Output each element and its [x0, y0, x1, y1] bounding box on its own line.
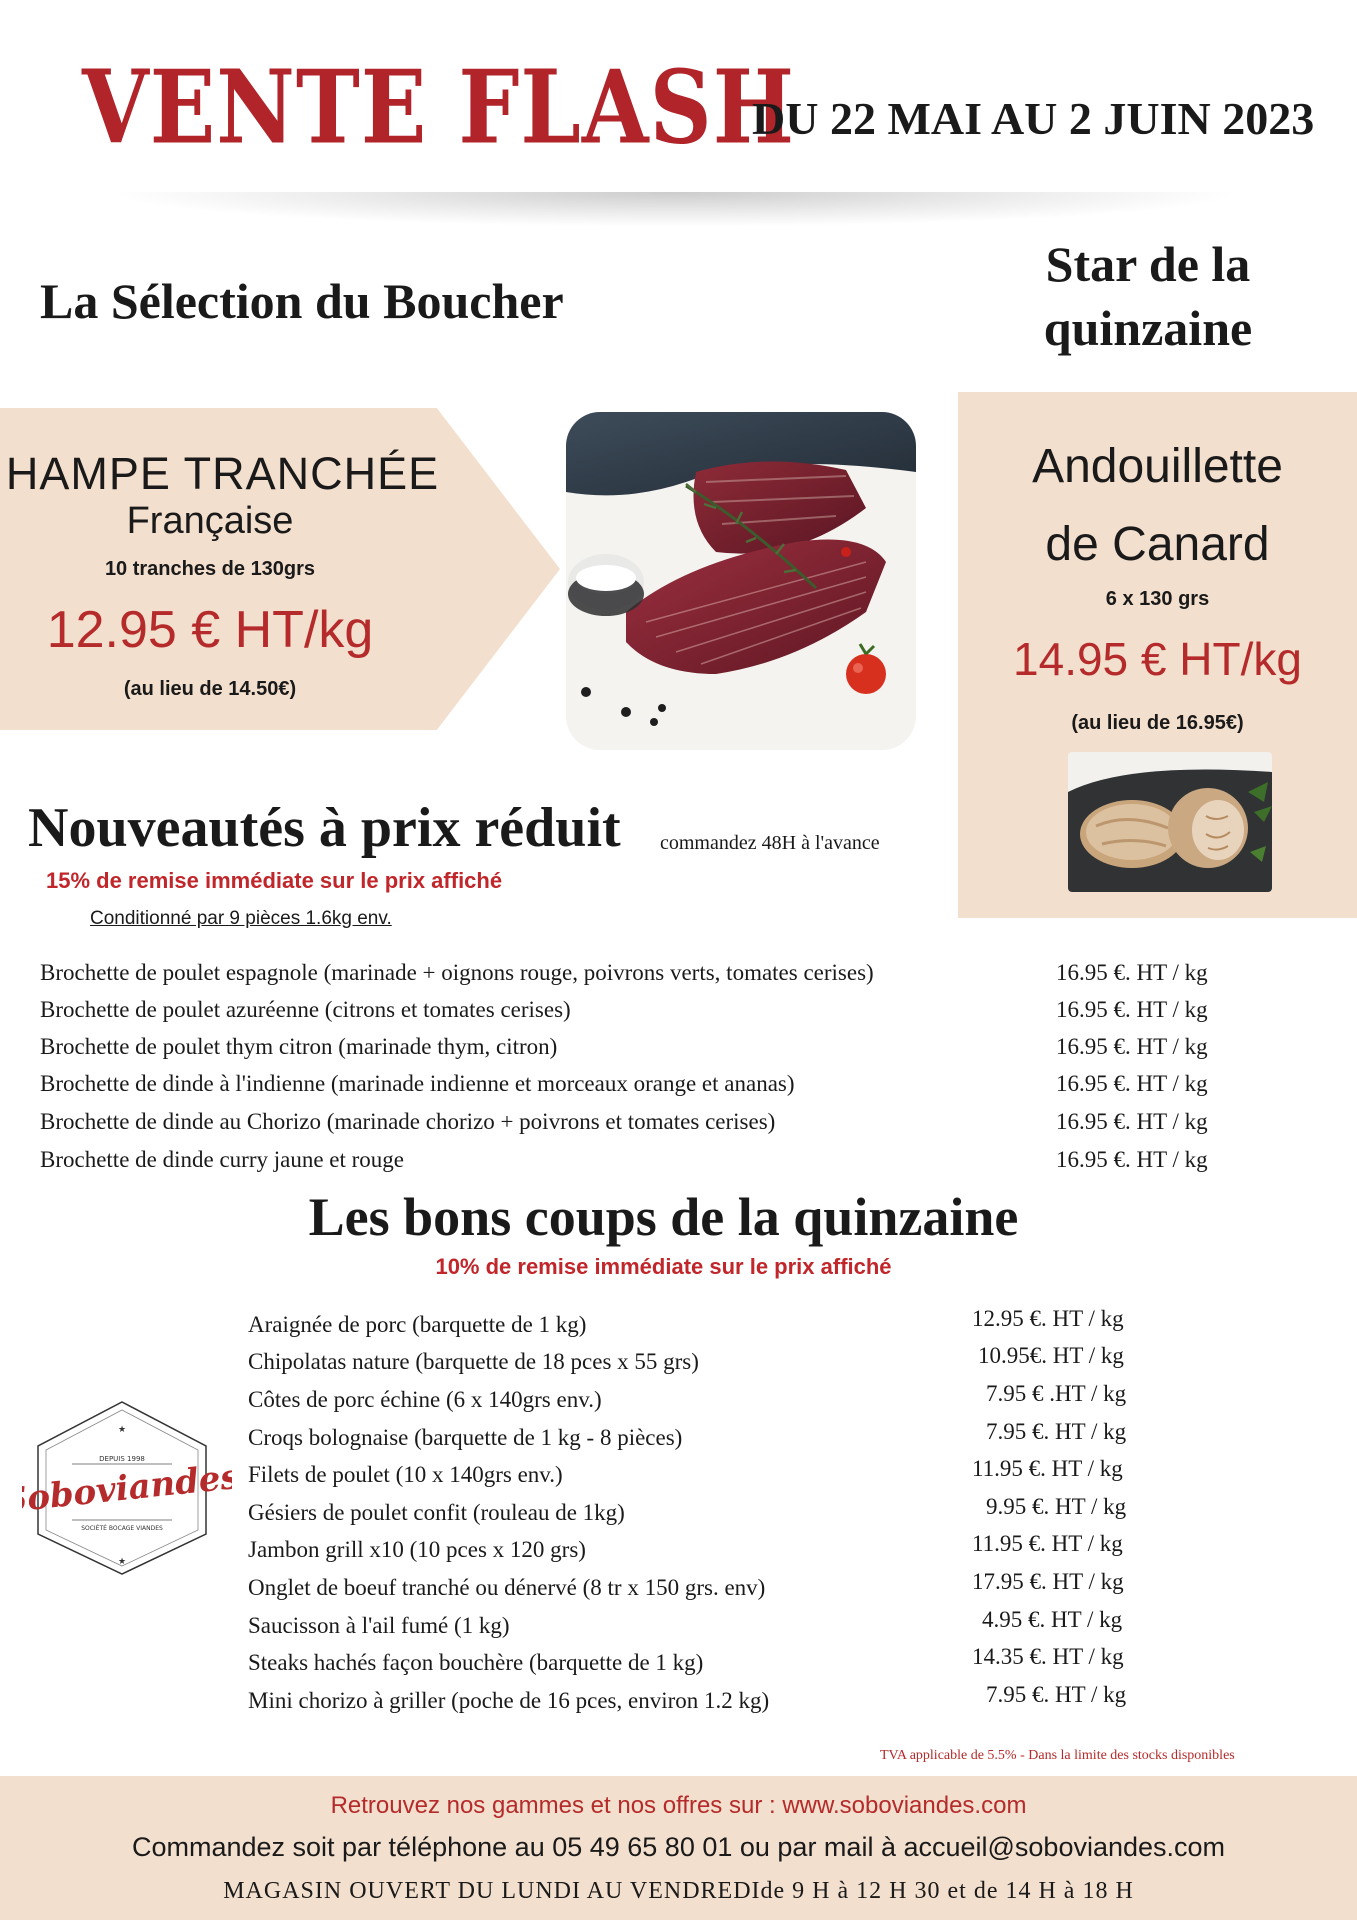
hampe-steak-image	[566, 412, 916, 750]
andouillette-image	[1068, 752, 1272, 892]
list-item-name: Jambon grill x10 (10 pces x 120 grs)	[248, 1537, 586, 1562]
soboviandes-logo	[22, 1398, 232, 1578]
list-item-price: 11.95 €. HT / kg	[972, 1456, 1123, 1481]
list-item-price: 4.95 €. HT / kg	[982, 1607, 1123, 1632]
list-item-price: 9.95 €. HT / kg	[986, 1494, 1127, 1519]
nouveautes-discount: 15% de remise immédiate sur le prix affiché	[46, 868, 503, 893]
logo-top-text: DEPUIS 1998	[99, 1455, 145, 1463]
nouveautes-heading: Nouveautés à prix réduit	[28, 797, 621, 859]
nouveautes-conditioning: Conditionné par 9 pièces 1.6kg env.	[90, 908, 392, 929]
logo-bottom-text: SOCIÉTÉ BOCAGE VIANDES	[81, 1525, 163, 1532]
list-item-name: Gésiers de poulet confit (rouleau de 1kg)	[248, 1500, 625, 1525]
list-item-price: 11.95 €. HT / kg	[972, 1531, 1123, 1556]
nouveautes-note: commandez 48H à l'avance	[660, 832, 880, 854]
list-item-price: 7.95 € .HT / kg	[986, 1381, 1127, 1406]
list-item-name: Côtes de porc échine (6 x 140grs env.)	[248, 1387, 602, 1412]
list-item-price: 12.95 €. HT / kg	[972, 1306, 1124, 1331]
list-item-name: Brochette de poulet thym citron (marinade thym, citron)	[40, 1034, 558, 1059]
list-item-price: 16.95 €. HT / kg	[1056, 1071, 1208, 1096]
list-item-price: 16.95 €. HT / kg	[1056, 1109, 1208, 1134]
list-item-name: Brochette de dinde à l'indienne (marinade indienne et morceaux orange et ananas)	[40, 1071, 795, 1096]
list-item-price: 7.95 €. HT / kg	[986, 1419, 1127, 1444]
bons-coups-heading: Les bons coups de la quinzaine	[308, 1187, 1019, 1247]
list-item-price: 14.35 €. HT / kg	[972, 1644, 1124, 1669]
star-price: 14.95 € HT/kg	[1013, 633, 1302, 685]
star-old-price: (au lieu de 16.95€)	[1071, 712, 1244, 734]
star-heading: Star de la quinzaine	[1043, 236, 1253, 356]
selection-product-origin: Française	[126, 500, 294, 542]
footer-hours-line: MAGASIN OUVERT DU LUNDI AU VENDREDIde 9 H à 12 H 30 et de 14 H à 18 H	[223, 1878, 1134, 1904]
star-quantity: 6 x 130 grs	[1105, 588, 1210, 610]
list-item-price: 7.95 €. HT / kg	[986, 1682, 1127, 1707]
flyer-title: VENTE FLASH	[82, 48, 795, 168]
tva-note: TVA applicable de 5.5% - Dans la limite des stocks disponibles	[880, 1748, 1235, 1763]
list-item-name: Mini chorizo à griller (poche de 16 pces, environ 1.2 kg)	[248, 1688, 770, 1713]
list-item-name: Onglet de boeuf tranché ou dénervé (8 tr x 150 grs. env)	[248, 1575, 766, 1600]
list-item-price: 16.95 €. HT / kg	[1056, 997, 1208, 1022]
flyer-dates: DU 22 MAI AU 2 JUIN 2023	[752, 93, 1315, 144]
list-item-name: Brochette de poulet espagnole (marinade + oignons rouge, poivrons verts, tomates cerises)	[40, 960, 874, 985]
list-item-name: Chipolatas nature (barquette de 18 pces x 55 grs)	[248, 1349, 699, 1374]
selection-product-name: HAMPE TRANCHÉE	[5, 448, 440, 499]
list-item-price: 16.95 €. HT / kg	[1056, 1147, 1208, 1172]
list-item-price: 16.95 €. HT / kg	[1056, 960, 1208, 985]
list-item-name: Brochette de poulet azuréenne (citrons et tomates cerises)	[40, 997, 571, 1022]
svg-text:★: ★	[117, 1557, 127, 1567]
svg-text:★: ★	[117, 1425, 127, 1435]
star-product-line1: Andouillette	[1032, 440, 1283, 493]
footer-website-line: Retrouvez nos gammes et nos offres sur : www.soboviandes.com	[330, 1792, 1027, 1819]
selection-quantity: 10 tranches de 130grs	[104, 558, 316, 580]
list-item-name: Brochette de dinde curry jaune et rouge	[40, 1147, 405, 1172]
list-item-name: Brochette de dinde au Chorizo (marinade chorizo + poivrons et tomates cerises)	[40, 1109, 776, 1134]
list-item-price: 16.95 €. HT / kg	[1056, 1034, 1208, 1059]
list-item-price: 17.95 €. HT / kg	[972, 1569, 1124, 1594]
star-product-name	[958, 428, 1357, 584]
logo-brand: Soboviandes	[22, 1456, 232, 1522]
selection-heading: La Sélection du Boucher	[40, 273, 564, 329]
list-item-name: Filets de poulet (10 x 140grs env.)	[248, 1462, 563, 1487]
selection-old-price: (au lieu de 14.50€)	[123, 678, 297, 700]
header-divider-shadow	[120, 192, 1230, 226]
footer-contact-line: Commandez soit par téléphone au 05 49 65 80 01 ou par mail à accueil@soboviandes.com	[131, 1832, 1226, 1862]
bons-coups-discount: 10% de remise immédiate sur le prix affiché	[435, 1254, 892, 1279]
list-item-name: Steaks hachés façon bouchère (barquette de 1 kg)	[248, 1650, 704, 1675]
list-item-name: Croqs bolognaise (barquette de 1 kg - 8 pièces)	[248, 1425, 683, 1450]
list-item-name: Saucisson à l'ail fumé (1 kg)	[248, 1613, 510, 1638]
star-product-line2: de Canard	[1045, 518, 1270, 571]
selection-price: 12.95 € HT/kg	[46, 601, 374, 659]
list-item-price: 10.95€. HT / kg	[978, 1343, 1124, 1368]
list-item-name: Araignée de porc (barquette de 1 kg)	[248, 1312, 587, 1337]
